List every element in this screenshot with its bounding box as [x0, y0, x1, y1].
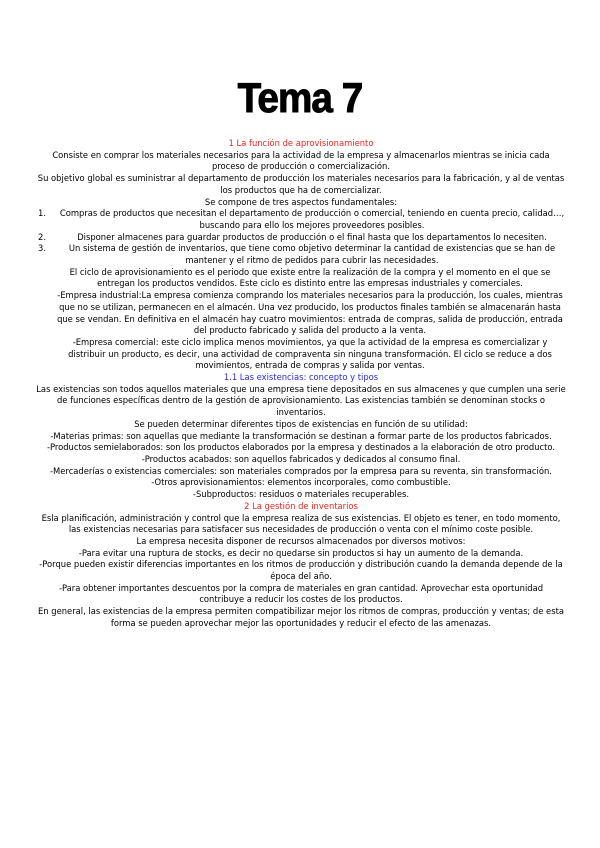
list-item — [36, 208, 566, 231]
paragraph: Las existencias son todos aquellos materiales que una empresa tiene depositados en sus almacenes y que cumplen una serie de funciones específicas dentro de la gestión de aprovisionamiento. Las existencias también se denominan stocks o inventarios. — [36, 383, 566, 418]
paragraph: -Empresa industrial:La empresa comienza comprando los materiales necesarios para la producción, los cuales, mientras que no se utilizan, permanecen en el almacén. Una vez producido, los productos finales también se almacenarán hasta que se vendan. En definitiva en el almacén hay cuatro movimientos: entrada de compras, salida de producción, entrada del producto fabricado y salida del producto a la venta. — [57, 290, 563, 336]
paragraph: Se compone de tres aspectos fundamentales: — [204, 196, 398, 207]
paragraph: -Para evitar una ruptura de stocks, es decir no quedarse sin productos si hay un aumento de la demanda. — [78, 547, 524, 558]
section-heading-1: 1 La función de aprovisionamiento — [228, 138, 374, 148]
list-item-text: Compras de productos que necesitan el departamento de producción o comercial, teniendo en cuenta precio, calidad…, buscando para ello los mejores proveedores posibles. — [59, 208, 565, 230]
list-number: 3. — [38, 243, 46, 254]
list-number: 2. — [38, 231, 46, 242]
document-body — [36, 138, 566, 630]
paragraph: -Materias primas: son aquellas que mediante la transformación se destinan a formar parte de los productos fabricados. — [50, 430, 552, 441]
paragraph: -Productos semielaborados: son los productos elaborados por la empresa y destinados a la elaboración de otro producto. — [46, 442, 556, 453]
list-item — [36, 232, 566, 244]
paragraph: -Empresa comercial: este ciclo implica menos movimientos, ya que la actividad de la empresa es comercializar y distribuir un producto, es decir, una actividad de compraventa sin ninguna transformación. El ciclo se reduce a dos movimientos, entrada de compras y salida por ventas. — [68, 336, 552, 371]
paragraph: -Para obtener importantes descuentos por la compra de materiales en gran cantidad. Aprovechar esta oportunidad contribuye a reducir los costes de los productos. — [58, 582, 544, 605]
numbered-list — [36, 208, 566, 267]
paragraph: -Mercaderías o existencias comerciales: son materiales comprados por la empresa para su reventa, sin transformación. — [50, 465, 552, 476]
paragraph: El ciclo de aprovisionamiento es el periodo que existe entre la realización de la compra y el momento en el que se entregan los productos vendidos. Este ciclo es distinto entre las empresas industriales y comerciales. — [69, 266, 551, 289]
section-heading-1-1: 1.1 Las existencias: concepto y tipos — [223, 372, 379, 383]
paragraph: En general, las existencias de la empresa permiten compatibilizar mejor los ritmos de compras, producción y ventas; de esta forma se pueden aprovechar mejor las oportunidades y reducir el efecto de las amenazas. — [38, 606, 564, 628]
paragraph: Consiste en comprar los materiales necesarios para la actividad de la empresa y almacenarlos mientras se inicia cada proceso de producción o comercialización. — [52, 149, 550, 172]
list-item-text: Un sistema de gestión de inventarios, que tiene como objetivo determinar la cantidad de existencias que se han de mantener y el ritmo de pedidos para cubrir las necesidades. — [68, 243, 556, 266]
list-number: 1. — [38, 208, 46, 219]
list-item — [36, 243, 566, 266]
paragraph: -Otros aprovisionamientos: elementos incorporales, como combustible. — [151, 477, 451, 488]
paragraph: -Productos acabados: son aquellos fabricados y dedicados al consumo final. — [141, 453, 461, 464]
paragraph: -Subproductos: residuos o materiales recuperables. — [192, 489, 410, 500]
list-item-text: Disponer almacenes para guardar productos de producción o el final hasta que los departamentos lo necesiten. — [77, 231, 547, 242]
paragraph: La empresa necesita disponer de recursos almacenados por diversos motivos: — [136, 535, 466, 546]
paragraph: -Porque pueden existir diferencias importantes en los ritmos de producción y distribución cuando la demanda depende de la época del año. — [39, 559, 563, 582]
section-heading-2: 2 La gestión de inventarios — [244, 500, 358, 511]
paragraph: Se pueden determinar diferentes tipos de existencias en función de su utilidad: — [134, 418, 468, 429]
paragraph: Esla planificación, administración y control que la empresa realiza de sus existencias. El objeto es tener, en todo momento, las existencias necesarias para satisfacer sus necesidades de producción o venta con el mínimo coste posible. — [41, 512, 561, 535]
paragraph: Su objetivo global es suministrar al departamento de producción los materiales necesarios para la fabricación, y al de ventas los productos que ha de comercializar. — [37, 173, 565, 195]
page-title: Tema 7 — [237, 74, 363, 121]
